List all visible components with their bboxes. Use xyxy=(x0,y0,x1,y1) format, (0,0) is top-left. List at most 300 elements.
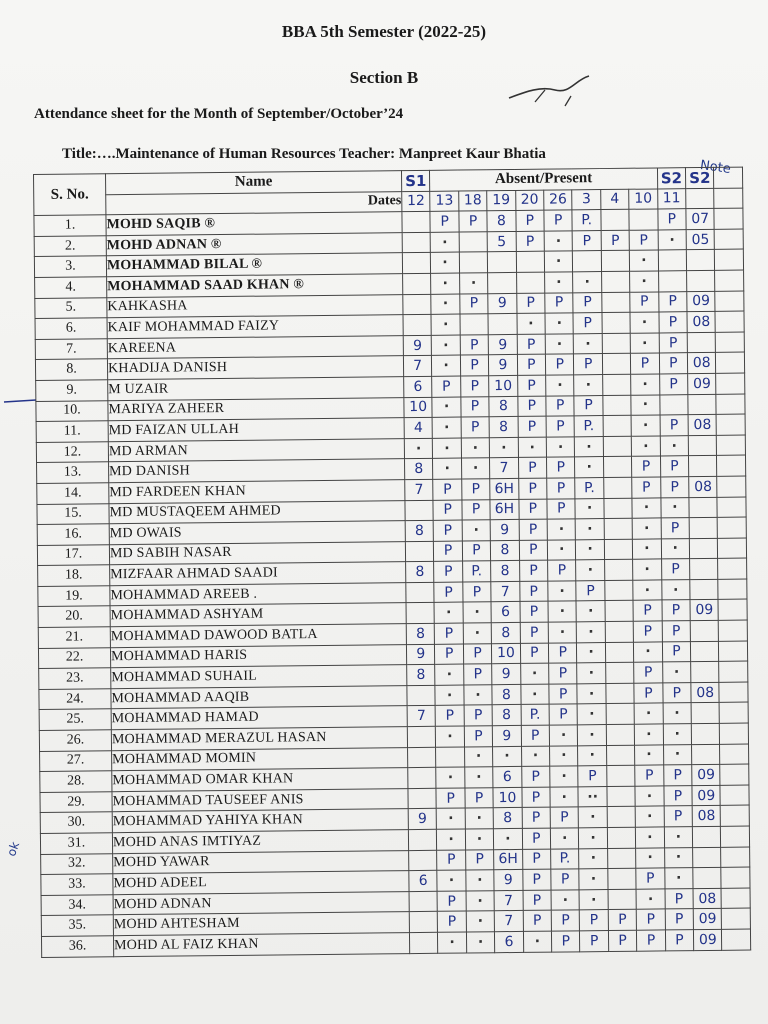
attendance-mark: · xyxy=(575,457,604,478)
attendance-mark: · xyxy=(661,580,690,601)
attendance-mark: · xyxy=(545,272,574,293)
attendance-mark xyxy=(606,683,635,704)
attendance-mark: · xyxy=(432,417,461,438)
attendance-mark: P xyxy=(461,417,490,438)
attendance-mark xyxy=(719,682,748,703)
attendance-mark: P xyxy=(663,765,692,786)
attendance-mark: P xyxy=(548,642,577,663)
attendance-mark: · xyxy=(662,662,691,683)
date-cell: 26 xyxy=(544,189,573,210)
attendance-mark: · xyxy=(546,437,575,458)
attendance-mark: · xyxy=(577,642,606,663)
date-cell: 18 xyxy=(459,190,488,211)
attendance-mark: 9 xyxy=(488,334,517,355)
student-name: M UZAIR xyxy=(108,377,404,401)
attendance-mark xyxy=(516,252,545,273)
attendance-mark: · xyxy=(545,313,574,334)
attendance-mark: · xyxy=(663,703,692,724)
attendance-mark: 09 xyxy=(692,785,721,806)
attendance-mark: P xyxy=(551,910,580,931)
attendance-mark: P xyxy=(519,540,548,561)
attendance-mark xyxy=(602,312,631,333)
serial-number: 34. xyxy=(41,894,113,915)
attendance-mark: 08 xyxy=(693,888,722,909)
serial-number: 28. xyxy=(40,771,112,792)
attendance-mark: · xyxy=(520,663,549,684)
attendance-mark xyxy=(601,251,630,272)
attendance-mark: · xyxy=(490,437,519,458)
student-name: MOHAMMAD ASHYAM xyxy=(110,603,406,627)
attendance-mark: P xyxy=(518,416,547,437)
attendance-mark: P xyxy=(519,519,548,540)
attendance-mark: P xyxy=(665,888,694,909)
attendance-mark: 4 xyxy=(404,417,433,438)
attendance-mark xyxy=(718,579,747,600)
attendance-mark: P xyxy=(608,910,637,931)
student-name: MOHAMMAD DAWOOD BATLA xyxy=(110,624,406,648)
attendance-mark xyxy=(721,805,750,826)
margin-note: ok xyxy=(4,839,23,859)
attendance-mark: · xyxy=(431,232,460,253)
attendance-mark xyxy=(406,603,435,624)
attendance-mark: 7 xyxy=(407,706,436,727)
attendance-mark: P xyxy=(664,806,693,827)
student-name: MOHD AL FAIZ KHAN xyxy=(113,933,409,957)
attendance-mark: P xyxy=(464,705,493,726)
attendance-mark: P xyxy=(662,600,691,621)
attendance-mark: 08 xyxy=(692,806,721,827)
attendance-mark xyxy=(692,744,721,765)
attendance-mark: P. xyxy=(521,705,550,726)
serial-number: 21. xyxy=(38,627,110,648)
attendance-mark: P xyxy=(463,582,492,603)
student-name: MOHAMMAD HAMAD xyxy=(111,706,407,730)
attendance-mark xyxy=(488,314,517,335)
attendance-mark: · xyxy=(632,497,661,518)
attendance-mark: P xyxy=(437,891,466,912)
attendance-mark: · xyxy=(631,394,660,415)
attendance-mark: P xyxy=(522,828,551,849)
attendance-mark: · xyxy=(550,828,579,849)
serial-number: 23. xyxy=(39,668,111,689)
signature-scribble xyxy=(505,72,595,112)
serial-number: 14. xyxy=(37,483,109,504)
date-cell: 3 xyxy=(572,189,601,210)
attendance-mark xyxy=(716,394,745,415)
attendance-mark: P xyxy=(464,726,493,747)
attendance-mark: · xyxy=(575,436,604,457)
attendance-mark xyxy=(686,250,715,271)
attendance-mark xyxy=(719,661,748,682)
attendance-mark xyxy=(607,827,636,848)
attendance-mark: 05 xyxy=(686,229,715,250)
attendance-mark: P xyxy=(462,540,491,561)
attendance-mark: P xyxy=(434,582,463,603)
attendance-mark: · xyxy=(632,436,661,457)
attendance-mark xyxy=(604,539,633,560)
subject-teacher-line: Title:….Maintenance of Human Resources Teacher: Manpreet Kaur Bhatia xyxy=(62,146,546,162)
attendance-mark: · xyxy=(433,458,462,479)
attendance-mark: 6 xyxy=(495,931,524,952)
attendance-mark: P xyxy=(551,931,580,952)
attendance-mark: 10 xyxy=(493,787,522,808)
attendance-mark: · xyxy=(431,314,460,335)
attendance-mark xyxy=(720,744,749,765)
attendance-mark: P xyxy=(660,477,689,498)
attendance-mark: · xyxy=(664,827,693,848)
attendance-mark: · xyxy=(548,622,577,643)
dates-label: Dates xyxy=(106,191,402,215)
attendance-mark: P xyxy=(465,849,494,870)
attendance-mark xyxy=(407,685,436,706)
attendance-mark: · xyxy=(432,335,461,356)
attendance-mark: 8 xyxy=(406,623,435,644)
attendance-mark xyxy=(690,641,719,662)
date-cell: 4 xyxy=(601,189,630,210)
attendance-mark: P xyxy=(632,477,661,498)
attendance-mark: P xyxy=(580,910,609,931)
attendance-mark xyxy=(405,500,434,521)
attendance-mark: · xyxy=(633,539,662,560)
attendance-mark xyxy=(603,457,632,478)
attendance-mark xyxy=(405,541,434,562)
attendance-mark: P xyxy=(430,211,459,232)
attendance-mark xyxy=(715,270,744,291)
attendance-mark: 8 xyxy=(405,520,434,541)
attendance-mark: 8 xyxy=(492,684,521,705)
serial-number: 31. xyxy=(40,833,112,854)
attendance-mark: · xyxy=(633,580,662,601)
attendance-mark: P xyxy=(547,498,576,519)
attendance-mark xyxy=(716,373,745,394)
s2-marker: S2 xyxy=(657,168,686,189)
attendance-mark: · xyxy=(577,622,606,643)
attendance-mark: P xyxy=(662,641,691,662)
student-name: MOHAMMAD TAUSEEF ANIS xyxy=(112,788,408,812)
attendance-mark: P xyxy=(521,766,550,787)
attendance-mark: · xyxy=(461,437,490,458)
attendance-mark: · xyxy=(459,273,488,294)
attendance-mark xyxy=(607,765,636,786)
attendance-mark: 9 xyxy=(406,644,435,665)
serial-number: 15. xyxy=(37,503,109,524)
attendance-mark: · xyxy=(550,787,579,808)
attendance-mark xyxy=(691,723,720,744)
attendance-mark xyxy=(603,395,632,416)
student-name: MD MUSTAQEEM AHMED xyxy=(109,500,405,524)
student-name: MARIYA ZAHEER xyxy=(108,397,404,421)
attendance-mark xyxy=(719,641,748,662)
attendance-mark: 9 xyxy=(408,809,437,830)
attendance-mark: P xyxy=(434,520,463,541)
attendance-mark xyxy=(408,829,437,850)
serial-number: 29. xyxy=(40,792,112,813)
attendance-mark: · xyxy=(432,397,461,418)
student-name: MOHAMMAD MERAZUL HASAN xyxy=(111,727,407,751)
student-name: MOHAMMAD SUHAIL xyxy=(111,665,407,689)
attendance-mark xyxy=(721,847,750,868)
attendance-mark: · xyxy=(464,685,493,706)
attendance-mark: P xyxy=(637,930,666,951)
attendance-mark: 9 xyxy=(490,520,519,541)
attendance-mark xyxy=(717,497,746,518)
student-name: MOHAMMAD OMAR KHAN xyxy=(112,768,408,792)
attendance-mark: · xyxy=(633,559,662,580)
student-name: MOHAMMAD AREEB . xyxy=(110,582,406,606)
attendance-mark: 5 xyxy=(487,231,516,252)
attendance-mark: · xyxy=(465,808,494,829)
attendance-mark xyxy=(408,788,437,809)
sheet-description: Attendance sheet for the Month of September/October’24 xyxy=(34,106,404,122)
attendance-mark xyxy=(403,294,432,315)
attendance-mark: · xyxy=(579,828,608,849)
attendance-mark xyxy=(720,785,749,806)
attendance-mark: · xyxy=(578,704,607,725)
student-name: MOHD ADNAN xyxy=(113,891,409,915)
student-name: MD DANISH xyxy=(109,459,405,483)
attendance-mark: P xyxy=(520,622,549,643)
attendance-mark: P xyxy=(658,209,687,230)
attendance-mark: · xyxy=(465,767,494,788)
attendance-mark: P xyxy=(545,354,574,375)
attendance-mark: P xyxy=(523,890,552,911)
attendance-mark: · xyxy=(664,868,693,889)
attendance-mark: P xyxy=(544,210,573,231)
serial-number: 6. xyxy=(35,318,107,339)
attendance-mark xyxy=(720,702,749,723)
attendance-mark: · xyxy=(632,518,661,539)
serial-number: 13. xyxy=(37,462,109,483)
attendance-mark: · xyxy=(463,602,492,623)
attendance-mark: · xyxy=(577,663,606,684)
attendance-mark: P xyxy=(465,788,494,809)
attendance-mark: · xyxy=(578,725,607,746)
attendance-mark: 8 xyxy=(491,622,520,643)
attendance-mark: · xyxy=(574,333,603,354)
date-cell: 10 xyxy=(629,189,658,210)
attendance-mark xyxy=(403,314,432,335)
student-name: MOHAMMAD AAQIB xyxy=(111,685,407,709)
attendance-mark: · xyxy=(576,560,605,581)
attendance-mark: 08 xyxy=(687,353,716,374)
attendance-mark: 09 xyxy=(694,929,723,950)
date-cell: 12 xyxy=(402,191,431,212)
attendance-mark: 9 xyxy=(492,664,521,685)
attendance-mark xyxy=(602,333,631,354)
attendance-mark xyxy=(409,891,438,912)
serial-number: 26. xyxy=(39,730,111,751)
serial-number: 20. xyxy=(38,606,110,627)
attendance-mark xyxy=(721,826,750,847)
attendance-mark xyxy=(604,477,633,498)
attendance-mark: · xyxy=(630,271,659,292)
student-name: MD ARMAN xyxy=(108,438,404,462)
student-name: MOHD AHTESHAM xyxy=(113,912,409,936)
attendance-mark: P xyxy=(437,850,466,871)
attendance-mark: 09 xyxy=(688,373,717,394)
attendance-mark: P xyxy=(518,457,547,478)
attendance-mark: · xyxy=(664,847,693,868)
student-name: MOHD ADNAN ® xyxy=(106,232,402,256)
attendance-mark xyxy=(719,620,748,641)
attendance-mark: · xyxy=(432,355,461,376)
serial-number: 30. xyxy=(40,812,112,833)
attendance-mark: P xyxy=(460,334,489,355)
attendance-mark xyxy=(403,273,432,294)
attendance-mark: P xyxy=(517,334,546,355)
s1-marker: S1 xyxy=(401,170,430,191)
attendance-mark: · xyxy=(634,703,663,724)
attendance-mark: P xyxy=(550,807,579,828)
attendance-mark: P xyxy=(549,704,578,725)
attendance-mark: P xyxy=(658,291,687,312)
attendance-mark: · xyxy=(461,458,490,479)
attendance-mark: · xyxy=(517,313,546,334)
attendance-mark: · xyxy=(579,869,608,890)
attendance-mark: · xyxy=(631,415,660,436)
attendance-mark: · xyxy=(550,745,579,766)
attendance-mark: P xyxy=(664,785,693,806)
sno-header: S. No. xyxy=(34,174,106,216)
attendance-mark xyxy=(715,229,744,250)
attendance-mark: P. xyxy=(462,561,491,582)
attendance-mark: P xyxy=(629,230,658,251)
attendance-mark: P xyxy=(545,292,574,313)
attendance-mark: · xyxy=(634,642,663,663)
attendance-mark: · xyxy=(462,520,491,541)
attendance-mark xyxy=(603,415,632,436)
attendance-mark: 10 xyxy=(404,397,433,418)
attendance-mark: P xyxy=(546,416,575,437)
attendance-mark: · xyxy=(437,870,466,891)
serial-number: 7. xyxy=(35,338,107,359)
attendance-mark: P xyxy=(573,230,602,251)
attendance-mark: P xyxy=(660,415,689,436)
date-cell xyxy=(686,188,715,209)
attendance-mark: P xyxy=(461,396,490,417)
attendance-mark: · xyxy=(663,744,692,765)
attendance-mark: P xyxy=(663,682,692,703)
student-name: MD FARDEEN KHAN xyxy=(109,480,405,504)
attendance-mark: · xyxy=(520,684,549,705)
attendance-mark: 6 xyxy=(491,602,520,623)
attendance-mark: 9 xyxy=(494,870,523,891)
attendance-mark xyxy=(601,209,630,230)
attendance-mark: · xyxy=(547,540,576,561)
attendance-mark xyxy=(658,250,687,271)
attendance-mark xyxy=(691,662,720,683)
attendance-mark: P xyxy=(522,849,551,870)
serial-number: 12. xyxy=(36,441,108,462)
attendance-mark: · xyxy=(518,437,547,458)
attendance-mark xyxy=(402,253,431,274)
attendance-mark xyxy=(658,271,687,292)
attendance-mark: · xyxy=(466,890,495,911)
attendance-mark: P xyxy=(573,292,602,313)
attendance-mark: P xyxy=(433,479,462,500)
attendance-mark: P xyxy=(519,581,548,602)
attendance-mark xyxy=(409,932,438,953)
attendance-mark: P xyxy=(516,231,545,252)
student-name: MD SABIH NASAR xyxy=(109,541,405,565)
attendance-mark xyxy=(409,850,438,871)
attendance-mark xyxy=(573,251,602,272)
attendance-mark: · xyxy=(574,374,603,395)
attendance-mark xyxy=(605,642,634,663)
attendance-mark: P xyxy=(522,787,551,808)
attendance-mark: · xyxy=(579,807,608,828)
attendance-mark xyxy=(687,332,716,353)
attendance-mark: 9 xyxy=(489,355,518,376)
attendance-mark: · xyxy=(436,767,465,788)
attendance-mark: P. xyxy=(575,416,604,437)
attendance-mark xyxy=(607,848,636,869)
attendance-mark xyxy=(407,726,436,747)
attendance-mark: 6H xyxy=(494,849,523,870)
attendance-mark: 8 xyxy=(407,665,436,686)
attendance-mark: · xyxy=(579,889,608,910)
attendance-mark xyxy=(409,912,438,933)
attendance-mark: P xyxy=(459,211,488,232)
blank-header xyxy=(714,167,743,188)
margin-arrow xyxy=(2,396,38,406)
attendance-mark: · xyxy=(404,438,433,459)
attendance-mark xyxy=(715,291,744,312)
attendance-mark: 08 xyxy=(689,476,718,497)
serial-number: 25. xyxy=(39,709,111,730)
attendance-mark xyxy=(604,498,633,519)
absent-present-header: Absent/Present xyxy=(430,168,657,191)
serial-number: 2. xyxy=(34,236,106,257)
attendance-mark xyxy=(718,600,747,621)
attendance-mark: · xyxy=(438,932,467,953)
attendance-mark: P xyxy=(580,930,609,951)
attendance-mark: · xyxy=(630,312,659,333)
attendance-mark: 7 xyxy=(491,581,520,602)
attendance-mark: · xyxy=(544,251,573,272)
attendance-mark: P xyxy=(547,478,576,499)
attendance-mark: 6 xyxy=(404,376,433,397)
attendance-mark xyxy=(689,497,718,518)
attendance-mark: P xyxy=(463,664,492,685)
attendance-mark xyxy=(690,579,719,600)
name-header: Name xyxy=(106,171,402,195)
serial-number: 36. xyxy=(41,936,113,957)
attendance-mark xyxy=(689,517,718,538)
attendance-mark: P xyxy=(460,355,489,376)
attendance-mark: 7 xyxy=(494,911,523,932)
attendance-mark: · xyxy=(635,806,664,827)
attendance-mark: P xyxy=(549,684,578,705)
attendance-mark: 6 xyxy=(493,767,522,788)
serial-number: 11. xyxy=(36,421,108,442)
attendance-mark xyxy=(604,560,633,581)
attendance-mark: P xyxy=(665,930,694,951)
attendance-mark: · xyxy=(579,848,608,869)
attendance-mark: 9 xyxy=(403,335,432,356)
attendance-mark: P xyxy=(634,662,663,683)
attendance-mark: 8 xyxy=(406,562,435,583)
serial-number: 17. xyxy=(37,544,109,565)
course-heading: BBA 5th Semester (2022-25) xyxy=(281,22,487,41)
attendance-mark: · xyxy=(521,746,550,767)
attendance-mark: · xyxy=(635,745,664,766)
attendance-mark: 07 xyxy=(686,209,715,230)
serial-number: 22. xyxy=(38,647,110,668)
attendance-mark: · xyxy=(431,294,460,315)
attendance-mark xyxy=(602,374,631,395)
attendance-mark: P xyxy=(522,808,551,829)
